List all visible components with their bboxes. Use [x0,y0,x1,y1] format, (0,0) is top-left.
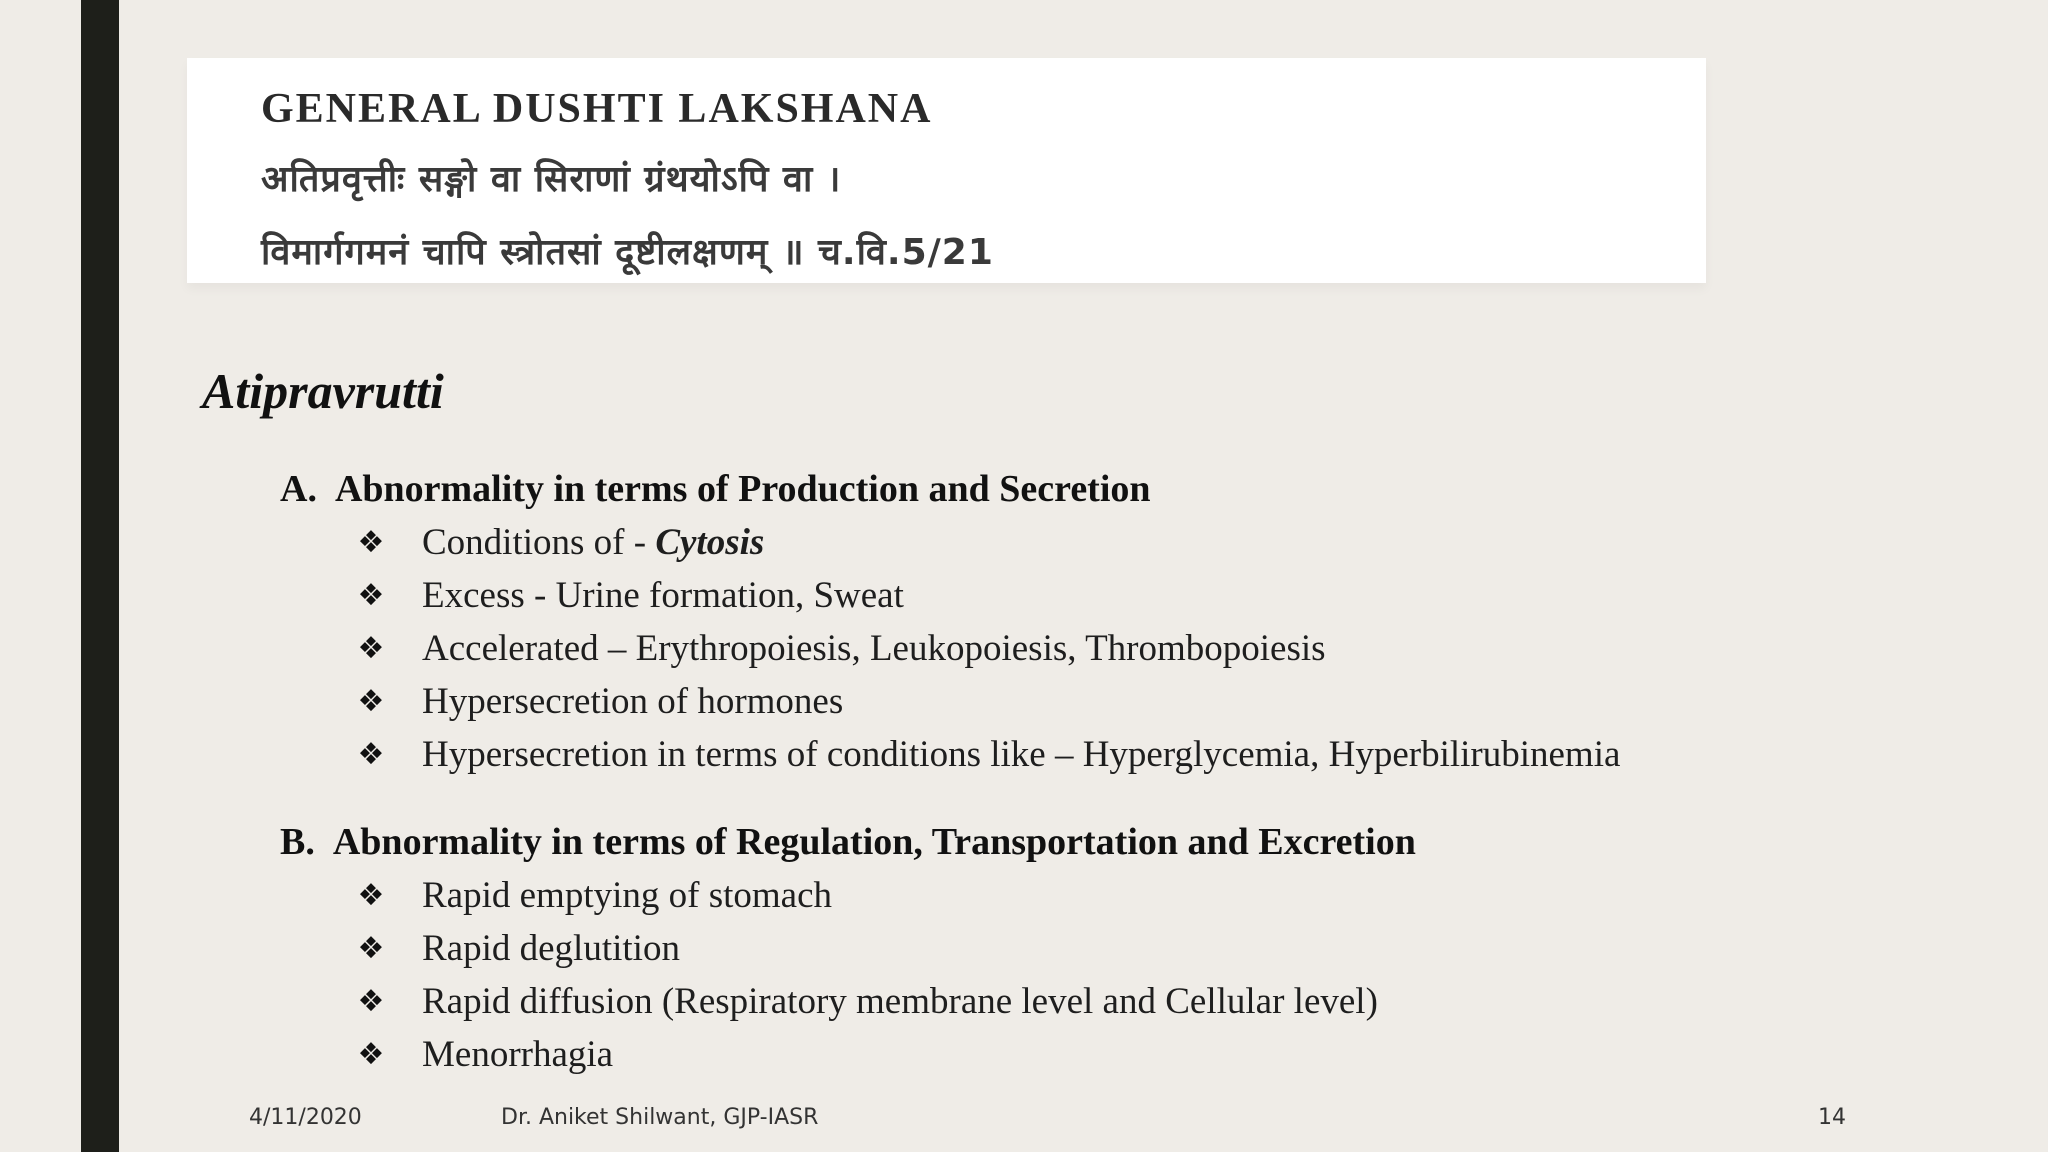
group-a-heading [280,467,1151,511]
diamond-bullet-icon: ❖ [357,525,385,560]
list-item [356,569,1620,622]
list-item-text: Hypersecretion in terms of conditions like – Hyperglycemia, Hyperbilirubinemia [422,734,1621,775]
slide-number: 14 [1818,1105,1846,1130]
group-b-list [356,869,1378,1081]
list-item [356,869,1378,922]
group-a-title: Abnormality in terms of Production and Secretion [334,468,1151,510]
sanskrit-verse-line-1: अतिप्रवृत्तीः सङ्गो वा सिराणां ग्रंथयोऽपि वा । [261,159,842,200]
diamond-bullet-icon: ❖ [357,931,385,966]
list-item [356,728,1620,781]
list-item-text: Rapid diffusion (Respiratory membrane level and Cellular level) [422,981,1378,1022]
list-item [356,622,1620,675]
sanskrit-verse-line-2: विमार्गगमनं चापि स्त्रोतसां दूष्टीलक्षणम् ॥ च.वि.5/21 [261,232,994,273]
diamond-bullet-icon: ❖ [357,737,385,772]
list-item-text: Excess - Urine formation, Sweat [422,575,904,616]
list-item [356,975,1378,1028]
footer-date: 4/11/2020 [249,1105,362,1130]
group-a-list [356,516,1620,781]
list-item-text: Accelerated – Erythropoiesis, Leukopoiesis, Thrombopoiesis [422,628,1326,669]
group-b-marker: B. [280,821,315,863]
sidebar-accent-bar [81,0,119,1152]
list-item-text: Rapid deglutition [422,928,680,969]
group-a-marker: A. [280,468,317,510]
group-b-heading [280,820,1416,864]
diamond-bullet-icon: ❖ [357,1037,385,1072]
list-item [356,1028,1378,1081]
diamond-bullet-icon: ❖ [357,684,385,719]
header-image-box [187,58,1706,283]
list-item [356,675,1620,728]
list-item-emphasis: Cytosis [655,522,765,563]
section-heading: Atipravrutti [202,363,444,419]
list-item-text: Menorrhagia [422,1034,614,1075]
list-item-text: Rapid emptying of stomach [422,875,833,916]
diamond-bullet-icon: ❖ [357,578,385,613]
diamond-bullet-icon: ❖ [357,631,385,666]
list-item-text: Hypersecretion of hormones [422,681,844,722]
header-title: GENERAL DUSHTI LAKSHANA [261,86,933,132]
list-item [356,922,1378,975]
list-item-text: Conditions of - [422,522,656,563]
diamond-bullet-icon: ❖ [357,878,385,913]
diamond-bullet-icon: ❖ [357,984,385,1019]
footer-author: Dr. Aniket Shilwant, GJP-IASR [501,1105,819,1130]
list-item [356,516,1620,569]
group-b-title: Abnormality in terms of Regulation, Transportation and Excretion [332,821,1416,863]
